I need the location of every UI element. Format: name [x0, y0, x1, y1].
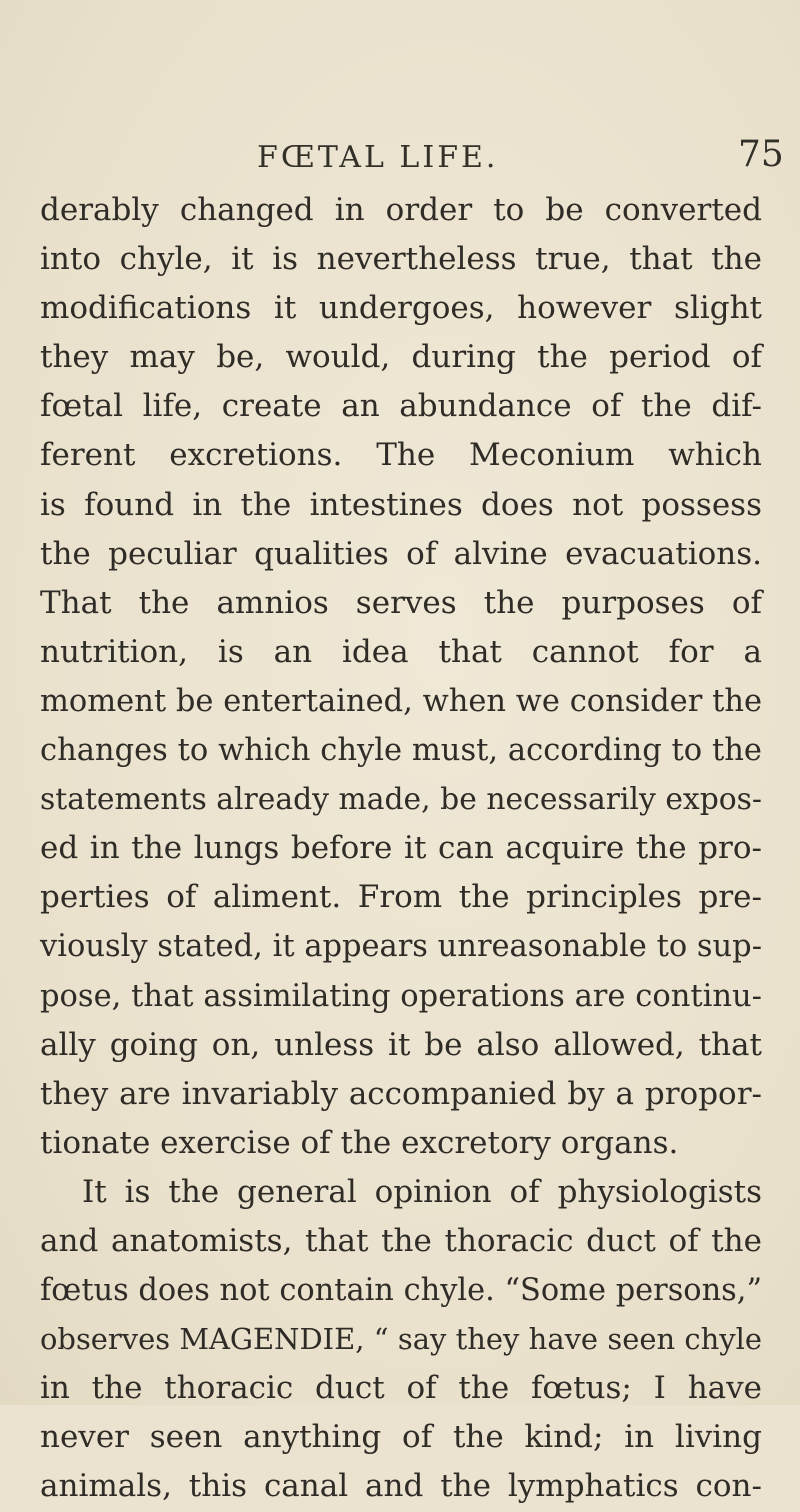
- paragraph-end-line: tionate exercise of the excretory organs.: [40, 1124, 679, 1161]
- text-line: pose, that assimilating operations are continu-: [40, 978, 762, 1014]
- text-line: animals, this canal and the lymphatics con-: [40, 1468, 762, 1505]
- text-line: ferent excretions. The Meconium which: [40, 437, 762, 474]
- text-line: observes MAGENDIE, “ say they have seen chyle: [40, 1322, 762, 1357]
- text-line: fœtus does not contain chyle. “Some persons,”: [40, 1273, 762, 1309]
- running-head: FŒTAL LIFE.: [257, 140, 499, 175]
- text-line: and anatomists, that the thoracic duct of the: [40, 1222, 762, 1259]
- text-line: changes to which chyle must, according to the: [40, 733, 762, 769]
- text-line: the peculiar qualities of alvine evacuations.: [40, 535, 762, 572]
- text-line: ally going on, unless it be also allowed, that: [40, 1026, 762, 1063]
- text-line: they may be, would, during the period of: [40, 339, 762, 376]
- text-line: That the amnios serves the purposes of: [40, 584, 762, 621]
- text-line: ed in the lungs before it can acquire the pro-: [40, 830, 762, 867]
- text-line: never seen anything of the kind; in living: [40, 1419, 762, 1456]
- page-header: [0, 133, 800, 183]
- text-line: statements already made, be necessarily expos-: [40, 782, 762, 818]
- page-number: 75: [738, 134, 784, 175]
- text-line: perties of aliment. From the principles pre-: [40, 879, 762, 916]
- text-line: viously stated, it appears unreasonable to sup-: [40, 929, 762, 965]
- text-line: derably changed in order to be converted: [40, 192, 762, 228]
- body-text: [40, 186, 762, 1512]
- text-line: is found in the intestines does not possess: [40, 486, 762, 523]
- paragraph-start-line: It is the general opinion of physiologists: [82, 1173, 762, 1210]
- text-line: they are invariably accompanied by a propor-: [40, 1075, 762, 1112]
- text-line: moment be entertained, when we consider the: [40, 683, 762, 719]
- text-line: modifications it undergoes, however slight: [40, 290, 762, 327]
- text-line: in the thoracic duct of the fœtus; I have: [40, 1370, 762, 1407]
- text-line: nutrition, is an idea that cannot for a: [40, 633, 762, 670]
- text-line: into chyle, it is nevertheless true, that the: [40, 241, 762, 278]
- text-line: fœtal life, create an abundance of the dif-: [40, 388, 762, 425]
